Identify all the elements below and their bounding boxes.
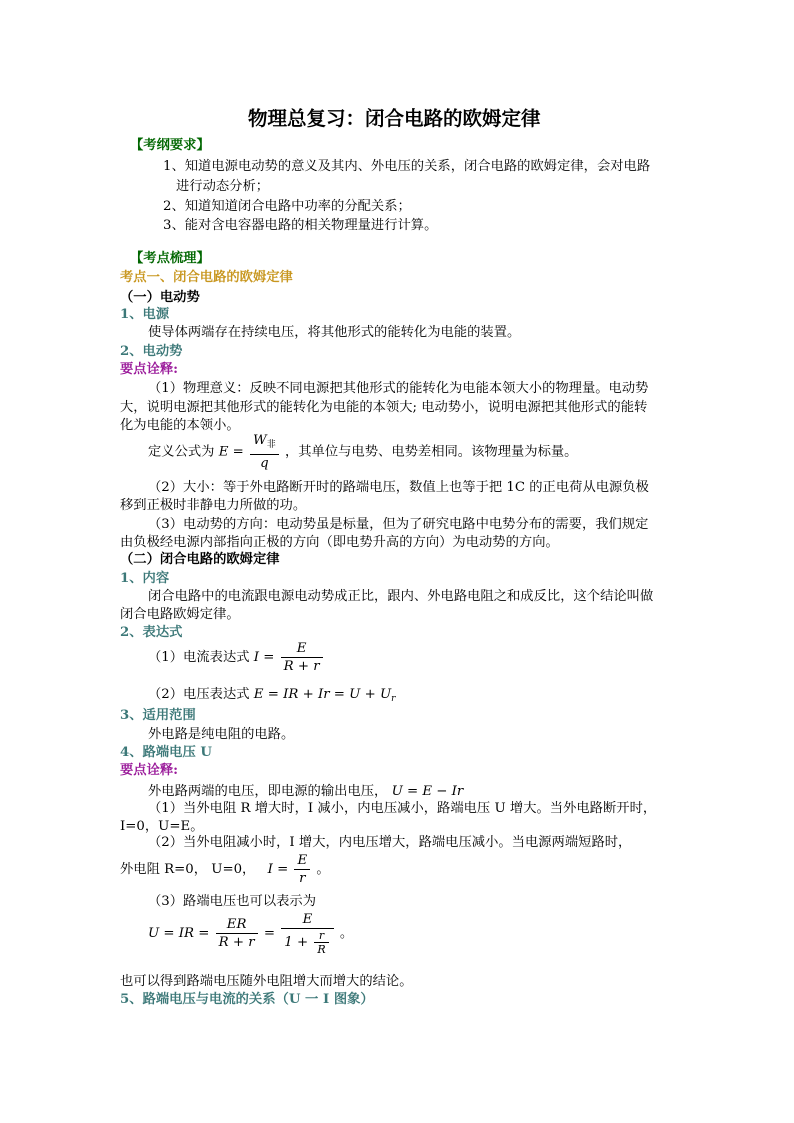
content-heading: 1、内容 bbox=[120, 571, 170, 586]
short-circuit-expression: 外电阻 R=0， U=0， I = $\frac{E}{r}$ 。 bbox=[120, 853, 330, 886]
requirement-item-2: 2、知道知道闭合电路中功率的分配关系； bbox=[163, 199, 411, 214]
terminal-voltage-text: 外电路两端的电压，即电源的输出电压， bbox=[148, 784, 388, 799]
ohm-law-line-2: 闭合电路欧姆定律。 bbox=[120, 607, 240, 622]
point-one-heading: 考点一、闭合电路的欧姆定律 bbox=[120, 270, 293, 285]
case-3-text: （3）路端电压也可以表示为 bbox=[148, 894, 317, 909]
scope-heading: 3、适用范围 bbox=[120, 708, 196, 723]
current-expression: （1）电流表达式 I = $\frac{E}{R + r}$ bbox=[148, 640, 325, 675]
requirement-item-3: 3、能对含电容器电路的相关物理量进行计算。 bbox=[163, 218, 438, 233]
emf-definition-label: 定义公式为 bbox=[148, 444, 215, 460]
note-label-2: 要点诠释: bbox=[120, 763, 179, 778]
ui-graph-heading: 5、路端电压与电流的关系（U 一 I 图象） bbox=[120, 992, 374, 1007]
terminal-voltage-definition: 外电路两端的电压，即电源的输出电压， U = E − Ir bbox=[148, 784, 464, 799]
terminal-voltage-heading: 4、路端电压 U bbox=[120, 745, 212, 760]
case-1-line-1: （1）当外电阻 R 增大时，I 减小，内电压减小，路端电压 U 增大。当外电路断开时， bbox=[148, 801, 657, 816]
short-circuit-fraction: $\frac{E}{r}$ bbox=[294, 852, 310, 887]
section-emf-heading: （一）电动势 bbox=[120, 290, 200, 305]
requirement-item-1: 1、知道电源电动势的意义及其内、外电压的关系，闭合电路的欧姆定律，会对电路 bbox=[163, 159, 651, 174]
emf-formula: E = bbox=[218, 444, 244, 460]
page-title: 物理总复习：闭合电路的欧姆定律 bbox=[248, 107, 541, 130]
emf-fraction: $\frac{W_非}{q}$ bbox=[250, 432, 279, 472]
terminal-fraction-2: E 1 + $\frac{r}{R}$ bbox=[281, 911, 333, 956]
requirements-heading: 【考纲要求】 bbox=[130, 138, 210, 153]
emf-meaning-line-1: （1）物理意义：反映不同电源把其他形式的能转化为电能本领大小的物理量。电动势 bbox=[148, 381, 649, 396]
power-source-heading: 1、电源 bbox=[120, 307, 170, 322]
review-heading: 【考点梳理】 bbox=[130, 251, 210, 266]
emf-direction-line-2: 由负极经电源内部指向正极的方向（即电势升高的方向）为电动势的方向。 bbox=[120, 535, 559, 550]
emf-direction-line-1: （3）电动势的方向：电动势虽是标量，但为了研究电路中电势分布的需要，我们规定 bbox=[148, 517, 649, 532]
emf-magnitude-line-1: （2）大小：等于外电路断开时的路端电压，数值上也等于把 1C 的正电荷从电源负极 bbox=[148, 480, 649, 495]
note-label-1: 要点诠释: bbox=[120, 362, 179, 377]
emf-definition-note: ，其单位与电势、电势差相同。该物理量为标量。 bbox=[284, 444, 578, 460]
current-fraction: $\frac{E}{R + r}$ bbox=[281, 640, 323, 675]
conclusion-text: 也可以得到路端电压随外电阻增大而增大的结论。 bbox=[120, 974, 413, 989]
terminal-voltage-formula: U = IR = $\frac{ER}{R + r}$ = E 1 + $\frac{r}{R}$ 。 bbox=[148, 912, 354, 956]
requirement-item-1-cont: 进行动态分析； bbox=[176, 179, 270, 194]
emf-magnitude-line-2: 移到正极时非静电力所做的功。 bbox=[120, 498, 307, 513]
case-1-line-2: I=0，U=E。 bbox=[120, 819, 204, 834]
emf-heading: 2、电动势 bbox=[120, 344, 183, 359]
scope-text: 外电路是纯电阻的电路。 bbox=[148, 727, 295, 742]
voltage-expression: （2）电压表达式 E = IR + $Ir = U + U_r$ bbox=[148, 687, 396, 704]
expression-heading: 2、表达式 bbox=[120, 625, 183, 640]
short-circuit-label: 外电阻 R=0， U=0， bbox=[120, 862, 256, 877]
emf-meaning-line-2: 大，说明电源把其他形式的能转化为电能的本领大; 电动势小，说明电源把其他形式的能转 bbox=[120, 400, 648, 415]
case-2-line-1: （2）当外电阻减小时，I 增大，内电压增大，路端电压减小。当电源两端短路时， bbox=[148, 835, 632, 850]
terminal-fraction-1: $\frac{ER}{R + r}$ bbox=[216, 916, 258, 951]
voltage-expression-label: （2）电压表达式 bbox=[148, 687, 250, 702]
section-ohm-heading: （二）闭合电路的欧姆定律 bbox=[120, 552, 280, 567]
power-source-text: 使导体两端存在持续电压，将其他形式的能转化为电能的装置。 bbox=[148, 325, 521, 340]
emf-definition bbox=[148, 432, 577, 472]
emf-meaning-line-3: 化为电能的本领小。 bbox=[120, 418, 240, 433]
ohm-law-line-1: 闭合电路中的电流跟电源电动势成正比，跟内、外电路电阻之和成反比，这个结论叫做 bbox=[148, 589, 654, 604]
current-expression-label: （1）电流表达式 bbox=[148, 650, 250, 665]
